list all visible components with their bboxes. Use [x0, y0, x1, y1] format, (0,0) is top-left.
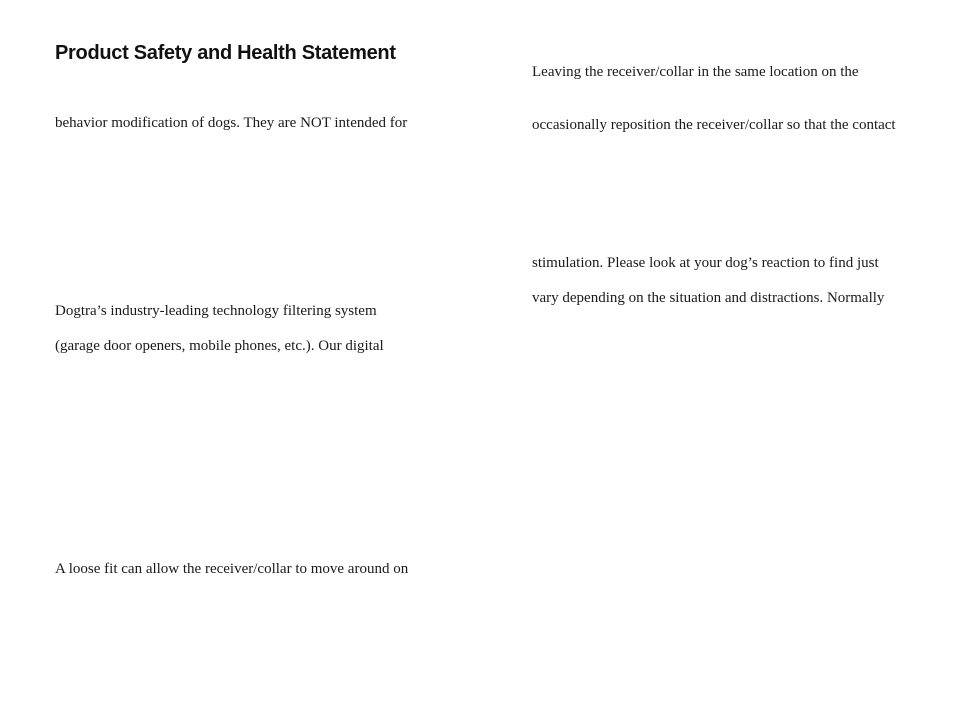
- right-text-line: Leaving the receiver/collar in the same location on the: [532, 64, 859, 80]
- right-text-line: vary depending on the situation and distractions. Normally: [532, 290, 885, 306]
- page-heading: Product Safety and Health Statement: [55, 42, 396, 64]
- left-text-line: behavior modification of dogs. They are NOT intended for: [55, 115, 408, 131]
- right-text-line: stimulation. Please look at your dog’s reaction to find just: [532, 255, 879, 271]
- right-text-line: occasionally reposition the receiver/collar so that the contact: [532, 117, 896, 133]
- left-text-line: A loose fit can allow the receiver/collar to move around on: [55, 561, 409, 577]
- left-text-line: Dogtra’s industry-leading technology filtering system: [55, 303, 377, 319]
- left-text-line: (garage door openers, mobile phones, etc.). Our digital: [55, 338, 384, 354]
